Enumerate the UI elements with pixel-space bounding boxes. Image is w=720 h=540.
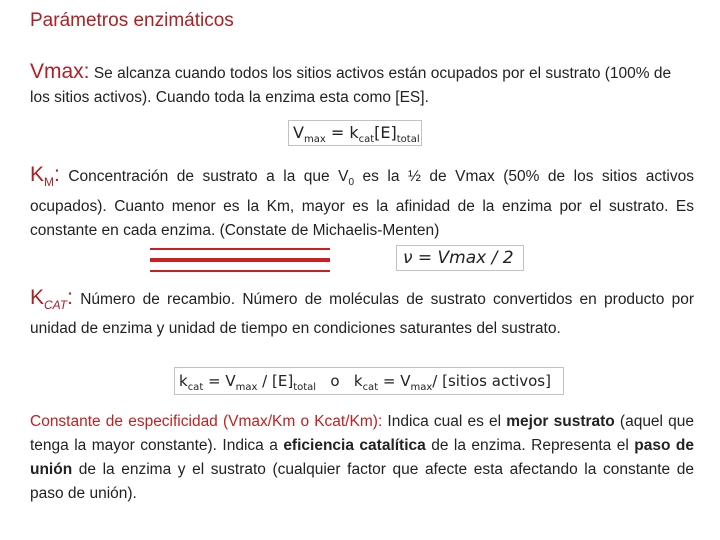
v0-subscript: 0 [348,177,355,189]
binding-step-emphasis: paso de unión [30,437,694,478]
or-separator: o [330,372,340,390]
kcat-label: $K_{CAT}$: [30,286,73,313]
km-formula: ν = Vmax / 2 [396,245,524,271]
vmax-formula: $V_{max} = k_{cat}[E]_{total}$ [288,120,422,146]
catalytic-efficiency-emphasis: eficiencia catalítica [283,437,426,454]
kcat-formula: $k_{cat} = V_{max} / [E]_{total}$ o $k_{cat} = V_{max}/$ [sitios activos] [174,367,564,395]
km-text-a: Concentración de sustrato a la que V [59,168,349,185]
km-text-b: es la ½ de Vmax (50% de los sitios activos ocupados). Cuanto menor es la Km, mayor es la afinidad de la enzima por el sustrato. Es constante en cada enzima. (Constate de Michaelis-Menten) [30,168,694,240]
vmax-text: Se alcanza cuando todos los sitios activos están ocupados por el sustrato (100% de los sitios activos). Cuando toda la enzima esta como [ES]. [30,65,672,106]
best-substrate-emphasis: mejor sustrato [506,413,615,430]
vmax-paragraph [30,60,694,110]
page-title: Parámetros enzimáticos [30,10,234,31]
kcat-text: Número de recambio. Número de moléculas de sustrato convertidos en producto por unidad de enzima y unidad de tiempo en condiciones saturantes del sustrato. [30,291,694,338]
specificity-heading: Constante de especificidad (Vmax/Km o Kcat/Km): [30,413,383,430]
red-underline-decoration [150,246,330,274]
kcat-paragraph [30,286,694,341]
km-paragraph [30,163,694,243]
vmax-label: Vmax: [30,60,90,83]
specificity-paragraph: Constante de especificidad (Vmax/Km o Kcat/Km): Indica cual es el mejor sustrato (aquel que tenga la mayor constante). Indica a eficiencia catalítica de la enzima. Representa el paso de unión de la enzima y el sustrato (cualquier factor que afecte esta afectando la constante de paso de unión). [30,413,695,502]
km-label: $K_M$: [30,163,60,190]
